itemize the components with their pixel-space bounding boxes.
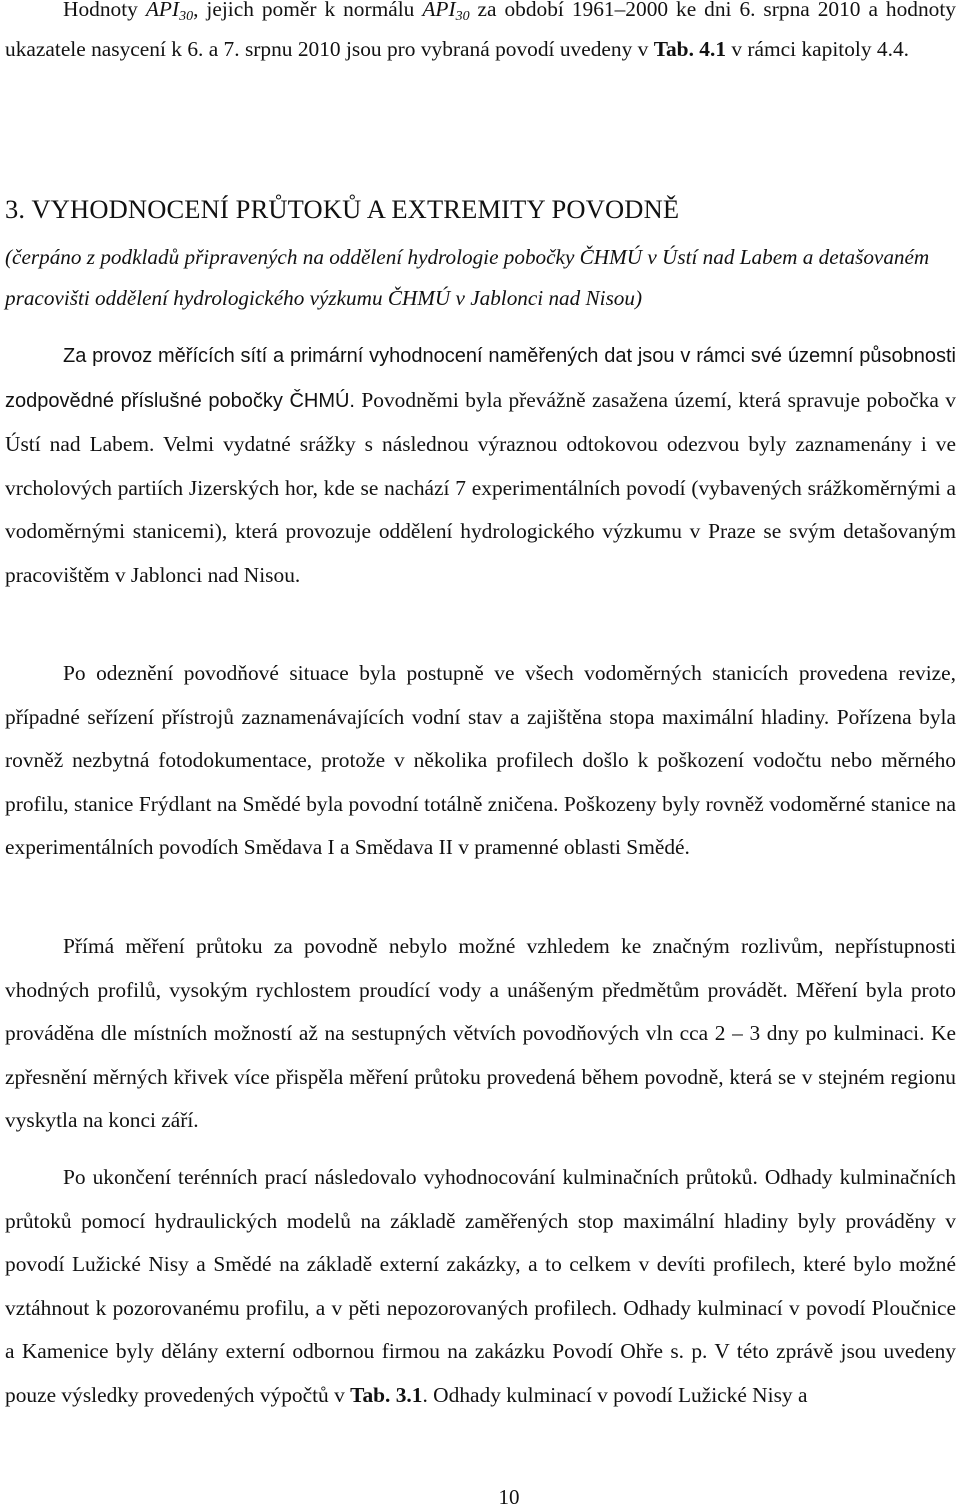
paragraph-4-text-b: . Odhady kulminací v povodí Lužické Nisy a	[422, 1382, 808, 1407]
paragraph-4-text-a: Po ukončení terénních prací následovalo vyhodnocování kulminačních průtoků. Odhady kulminačních průtoků pomocí hydraulických modelů na základě zaměřených stop maximální hladiny byly prováděny v povodí Lužické Nisy a Smědé na základě externí zakázky, a to celkem v devíti profilech, které bylo možné vztáhnout k pozorovanému profilu, a v pěti nepozorovaných profilech. Odhady kulminací v povodí Ploučnice a Kamenice byly dělány externí odbornou firmou na zakázku Povodí Ohře s. p. V této zprávě jsou uvedeny pouze výsledky provedených výpočtů v	[5, 1165, 956, 1407]
table-reference-2[interactable]: Tab. 3.1	[350, 1382, 423, 1407]
api-label-2: $API_{30}$	[422, 0, 470, 24]
paragraph-2	[5, 652, 956, 870]
table-reference[interactable]: Tab. 4.1	[653, 36, 727, 61]
source-note: (čerpáno z podkladů připravených na oddělení hydrologie pobočky ČHMÚ v Ústí nad Labem a detašovaném pracovišti oddělení hydrologického výzkumu ČHMÚ v Jablonci nad Nisou)	[5, 245, 930, 310]
paragraph-3	[5, 925, 956, 1143]
section-heading: 3. VYHODNOCENÍ PRŮTOKŮ A EXTREMITY POVODNĚ	[5, 194, 680, 224]
api-label: $API_{30}$	[145, 0, 194, 24]
paragraph-1-serif: Povodněmi byla převážně zasažena území, která spravuje pobočka v Ústí nad Labem. Velmi vydatné srážky s následnou výraznou odtokovou odezvou byly zaznamenány i ve vrcholových partiích Jizerských hor, kde se nachází 7 experimentálních povodí (vybavených srážkoměrnými a vodoměrnými stanicemi), která provozuje oddělení hydrologického výzkumu v Praze se svým detašovaným pracovištěm v Jablonci nad Nisou.	[5, 387, 956, 587]
paragraph-3-text: Přímá měření průtoku za povodně nebylo možné vzhledem ke značným rozlivům, nepřístupnosti vhodných profilů, vysokým rychlostem proudící vody a unášeným předmětům provádět. Měření byla proto prováděna dle místních možností až na sestupných větvích povodňových vln cca 2 – 3 dny po kulminaci. Ke zpřesnění měrných křivek více přispěla měření průtoku provedená během povodně, která se v stejném regionu vyskytla na konci září.	[5, 934, 956, 1133]
intro-paragraph	[5, 0, 956, 69]
page-number: 10	[498, 1485, 520, 1509]
paragraph-1-sans: Za provoz měřících sítí a primární vyhodnocení naměřených dat jsou v rámci své územní působnosti zodpovědné příslušné pobočky ČHMÚ.	[5, 345, 956, 412]
paragraph-1	[5, 334, 956, 598]
intro-text-1: Hodnoty	[63, 0, 146, 21]
paragraph-2-text: Po odeznění povodňové situace byla postupně ve všech vodoměrných stanicích provedena revize, případné seřízení přístrojů zaznamenávajících vodní stav a zajištěna stopa maximální hladiny. Pořízena byla rovněž nezbytná fotodokumentace, protože v několika profilech došlo k poškození vodočtu nebo měrného profilu, stanice Frýdlant na Smědé byla povodní totálně zničena. Poškozeny byly rovněž vodoměrné stanice na experimentálních povodích Smědava I a Smědava II v pramenné oblasti Smědé.	[5, 661, 956, 860]
paragraph-4	[5, 1156, 956, 1418]
intro-text-4: v rámci kapitoly 4.4.	[726, 36, 910, 61]
intro-text-2: , jejich poměr k normálu	[193, 0, 423, 21]
intro-text-3: za období 1961–2000 ke dni 6. srpna 2010 a hodnoty ukazatele nasycení k 6. a 7. srpnu 2010 jsou pro vybraná povodí uvedeny v	[5, 0, 956, 61]
